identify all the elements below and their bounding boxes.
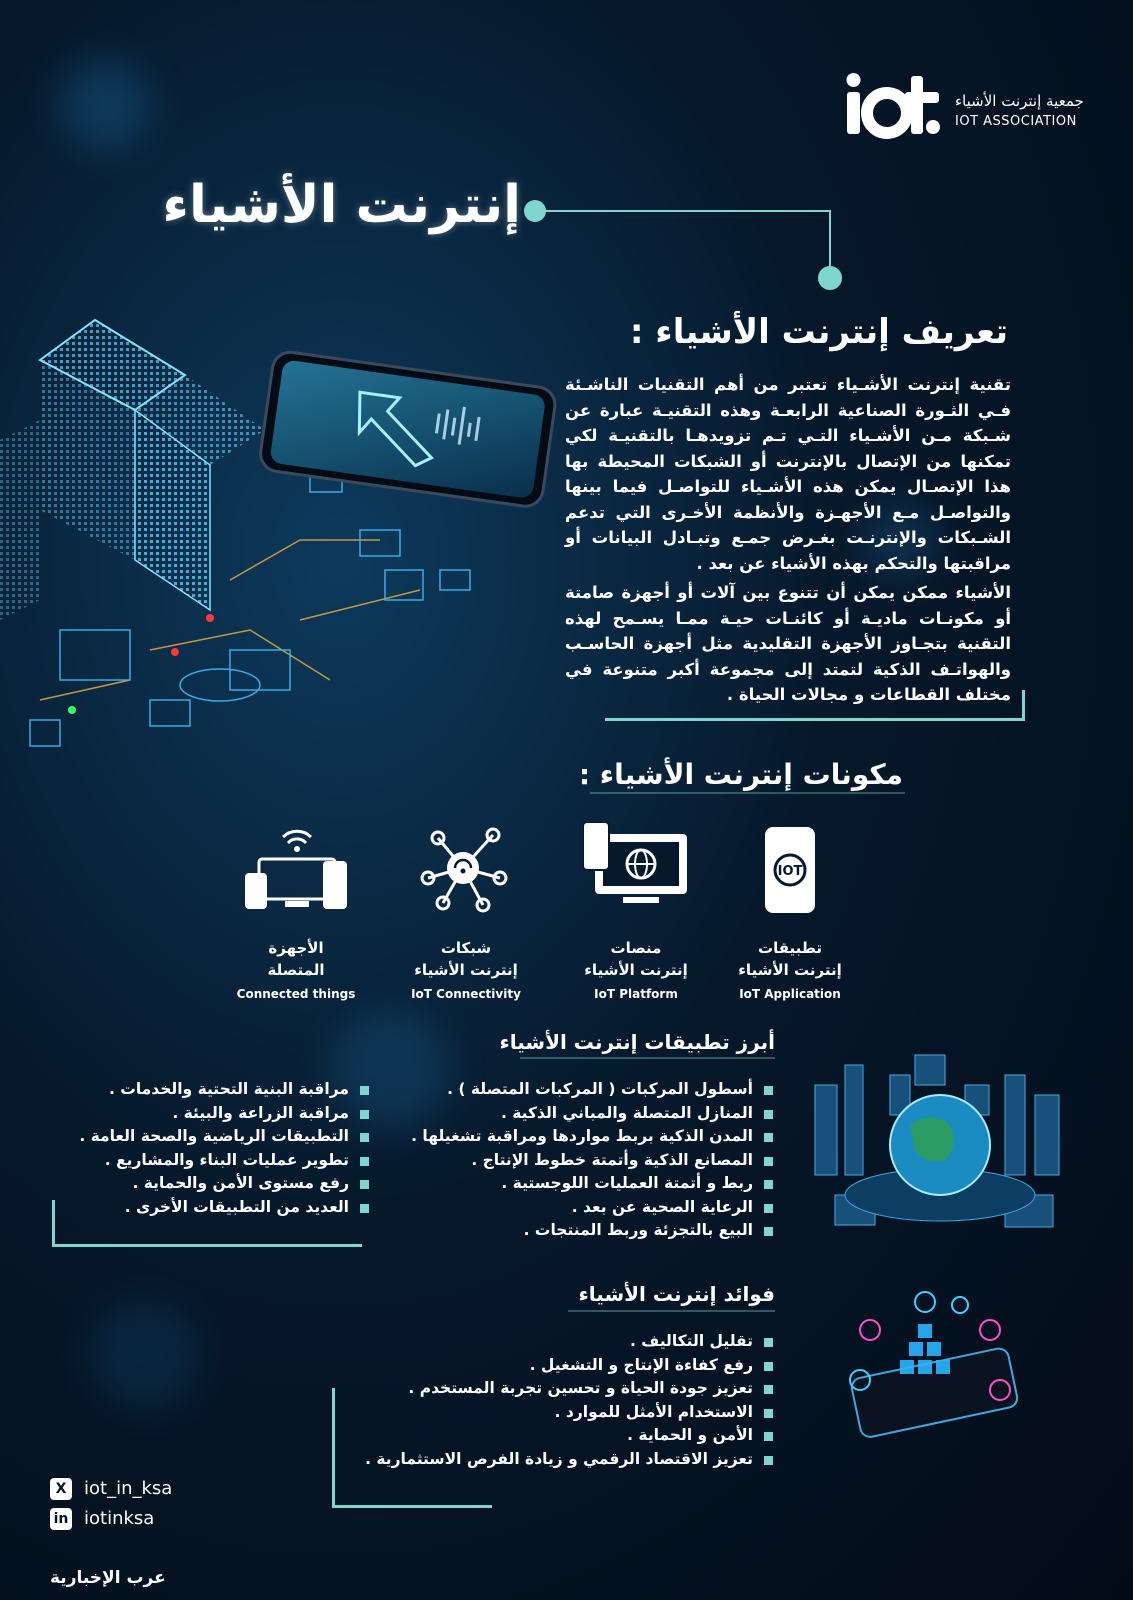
- components-heading: مكونات إنترنت الأشياء :: [578, 758, 903, 791]
- social-x[interactable]: [50, 1478, 172, 1500]
- linkedin-handle[interactable]: iotinksa: [84, 1508, 155, 1529]
- list-item: البيع بالتجزئة وربط المنتجات .: [411, 1219, 775, 1243]
- main-title: إنترنت الأشياء: [162, 175, 521, 235]
- definition-bracket: [1000, 690, 1025, 718]
- component-label-en: IoT Application: [739, 987, 841, 1001]
- network-hub-icon: [418, 823, 508, 913]
- list-item: الأمن و الحماية .: [365, 1424, 775, 1448]
- definition-heading: تعريف إنترنت الأشياء :: [629, 312, 1008, 352]
- applications-left-list: [79, 1078, 371, 1219]
- components-heading-underline: [590, 792, 905, 794]
- title-connector-line: [540, 210, 830, 212]
- logo-english-text: IOT ASSOCIATION: [955, 114, 1077, 129]
- linkedin-icon: in: [50, 1508, 72, 1530]
- component-label-en: IoT Platform: [594, 987, 678, 1001]
- list-item: مراقبة البنية التحتية والخدمات .: [79, 1078, 371, 1102]
- component-iot-application: [710, 937, 870, 1001]
- iot-association-logo: [845, 70, 1085, 150]
- component-label-line1: الأجهزة: [268, 939, 324, 957]
- logo-mark: [845, 70, 945, 158]
- applications-underline: [52, 1244, 362, 1247]
- applications-right-list: [411, 1078, 775, 1243]
- list-item: رفع مستوى الأمن والحماية .: [79, 1172, 371, 1196]
- list-item: تطوير عمليات البناء والمشاريع .: [79, 1149, 371, 1173]
- smart-city-globe-illustration: [795, 1045, 1085, 1245]
- applications-heading: أبرز تطبيقات إنترنت الأشياء: [499, 1030, 775, 1054]
- component-iot-platform: [556, 937, 716, 1001]
- brand-watermark: عرب الإخبارية: [50, 1568, 166, 1588]
- component-label-line2: إنترنت الأشياء: [584, 961, 688, 979]
- x-icon: X: [50, 1478, 72, 1500]
- bokeh-light: [90, 1300, 200, 1410]
- list-item: الرعاية الصحية عن بعد .: [411, 1196, 775, 1220]
- bokeh-light: [60, 60, 150, 150]
- logo-arabic-text: جمعية إنترنت الأشياء: [955, 92, 1084, 110]
- component-label-line1: تطبيقات: [758, 939, 822, 957]
- component-connected-things: [216, 937, 376, 1001]
- component-iot-connectivity: [386, 937, 546, 1001]
- list-item: العديد من التطبيقات الأخرى .: [79, 1196, 371, 1220]
- iot-app-phone-icon: [760, 825, 820, 915]
- list-item: المصانع الذكية وأتمتة خطوط الإنتاج .: [411, 1149, 775, 1173]
- benefits-bracket: [332, 1388, 495, 1508]
- list-item: أسطول المركبات ( المركبات المتصلة ) .: [411, 1078, 775, 1102]
- list-item: تعزيز جودة الحياة و تحسين تجربة المستخدم .: [365, 1377, 775, 1401]
- list-item: المنازل المتصلة والمباني الذكية .: [411, 1102, 775, 1126]
- applications-heading-underline: [520, 1057, 775, 1059]
- list-item: ربط و أتمتة العمليات اللوجستية .: [411, 1172, 775, 1196]
- component-label-line2: إنترنت الأشياء: [738, 961, 842, 979]
- component-label-line2: المتصلة: [267, 961, 325, 979]
- definition-connector-dot: [818, 266, 842, 290]
- component-label-line1: منصات: [610, 939, 662, 957]
- list-item: تقليل التكاليف .: [365, 1330, 775, 1354]
- component-label-line2: إنترنت الأشياء: [414, 961, 518, 979]
- connected-devices-icon: [245, 825, 350, 915]
- smart-home-illustration: [0, 300, 600, 760]
- svg-text:IOT: IOT: [777, 864, 803, 879]
- list-item: تعزيز الاقتصاد الرقمي و زيادة الفرص الاستثمارية .: [365, 1448, 775, 1472]
- list-item: الاستخدام الأمثل للموارد .: [365, 1401, 775, 1425]
- definition-paragraph-1: تقنية إنترنت الأشـياء تعتبر من أهم التقنيات الناشـئة فـي الثـورة الصناعية الرابعـة وهذه التقنيـة عبارة عن شـبكة مـن الأشـياء التـي تـم تزويدهـا بالتقنيـة لكي تمكنها من الإتصال بالإنترنت أو الشبكات المحيطة بها هذا الإتصـال يمكن هذه الأشـياء للتواصـل فيما بينها والتواصـل مـع الأجهـزة والأنظمة الأخـرى التي تدعم الشـبكات والإنترنـت بغـرض جمـع وتبـادل البيانات أو مراقبتها والتحكم بهذه الأشياء عن بعد .: [565, 375, 1011, 573]
- definition-underline: [605, 718, 1025, 721]
- platform-monitor-icon: [583, 822, 688, 907]
- social-linkedin[interactable]: [50, 1508, 154, 1530]
- applications-bracket: [52, 1200, 365, 1246]
- benefits-heading: فوائد إنترنت الأشياء: [578, 1282, 775, 1306]
- x-handle[interactable]: iot_in_ksa: [84, 1478, 173, 1499]
- component-label-en: Connected things: [236, 987, 356, 1001]
- definition-paragraph-2: الأشياء ممكن يمكن أن تتنوع بين آلات أو أجهزة صامتة أو مكونـات ماديـة أو كائنـات حيـة ممـا يسـمح لهذه التقنية بتجـاوز الأجهزة التقليدية مثل أجهزة الحاسـب والهواتـف الذكية لتمتد إلى مجموعة أكبر متنوعة في مختلف القطاعات و مجالات الحياة .: [565, 583, 1011, 704]
- list-item: المدن الذكية بربط مواردها ومراقبة تشغيلها .: [411, 1125, 775, 1149]
- list-item: رفع كفاءة الإنتاج و التشغيل .: [365, 1354, 775, 1378]
- benefits-underline: [332, 1505, 492, 1508]
- title-connector-line-vertical: [829, 210, 831, 270]
- list-item: التطبيقات الرياضية والصحة العامة .: [79, 1125, 371, 1149]
- component-label-en: IoT Connectivity: [411, 987, 521, 1001]
- benefits-heading-underline: [568, 1310, 775, 1312]
- phone-data-illustration: [840, 1290, 1030, 1460]
- component-label-line1: شبكات: [440, 939, 492, 957]
- list-item: مراقبة الزراعة والبيئة .: [79, 1102, 371, 1126]
- iot-logo-icon: [845, 70, 945, 140]
